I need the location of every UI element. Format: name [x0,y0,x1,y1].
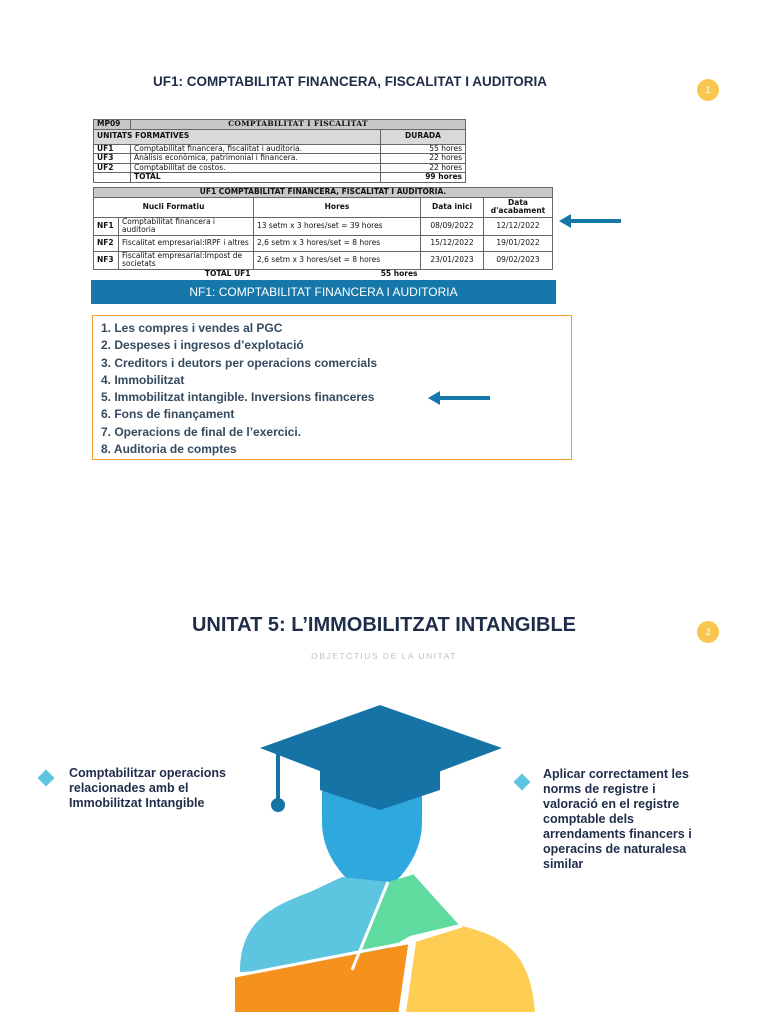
list-item: 6. Fons de finançament [101,407,235,422]
nf-end: 12/12/2022 [484,217,553,235]
page-number-badge: 1 [697,79,719,101]
table-row [94,217,553,235]
arrow-left-icon [569,219,621,223]
slide-1-title: UF1: COMPTABILITAT FINANCERA, FISCALITAT I AUDITORIA [153,74,547,89]
objective-left: Comptabilitzar operacions relacionades amb el Immobilitzat Intangible [69,766,226,810]
table-row [94,251,553,269]
nf-start: 08/09/2022 [421,217,484,235]
nf-name: Fiscalitat empresarial:IRPF i altres [119,235,254,251]
slide-2-subtitle: OBJETCTIUS DE LA UNITAT [311,651,457,661]
list-item: 2. Despeses i ingresos d’explotació [101,338,304,353]
col-inici: Data inici [421,197,484,217]
nf1-banner: NF1: COMPTABILITAT FINANCERA I AUDITORIA [91,280,556,304]
col-hores: Hores [254,197,421,217]
page-number-badge: 2 [697,621,719,643]
topic-list [93,316,571,458]
nuclis-title: UF1 COMPTABILITAT FINANCERA, FISCALITAT I AUDITORIA. [94,188,553,198]
unit-code: UF2 [94,163,131,173]
nuclis-table [93,187,553,278]
nf-end: 09/02/2023 [484,251,553,269]
nf-start: 15/12/2022 [421,235,484,251]
list-item: 1. Les compres i vendes al PGC [101,321,283,335]
list-item: 4. Immobilitzat [101,372,185,387]
graduation-cap-icon [260,705,502,812]
slide-2-title: UNITAT 5: L’IMMOBILITZAT INTANGIBLE [191,614,577,636]
nf-name: Comptabilitat financera i auditoria [119,217,254,235]
module-title: COMPTABILITAT I FISCALITAT [131,120,466,130]
units-header: UNITATS FORMATIVES [94,129,381,144]
nf-name: Fiscalitat empresarial:Impost de societats [119,251,254,269]
unit-hours: 22 hores [381,163,466,173]
unit-name: Anàlisis econòmica, patrimonial i financera. [131,154,381,164]
nf-end: 19/01/2022 [484,235,553,251]
nf-hours: 13 setm x 3 hores/set = 39 hores [254,217,421,235]
unit-name: Comptabilitat financera, fiscalitat i auditoria. [131,144,381,154]
list-item: 7. Operacions de final de l’exercici. [101,424,302,439]
student-silhouette-icon [230,702,540,1012]
slide-2 [0,512,768,1024]
unit-code: UF3 [94,154,131,164]
total-label: TOTAL [131,173,381,183]
total-hours: 99 hores [381,173,466,183]
arrow-left-icon [438,396,490,400]
nf-hours: 2,6 setm x 3 hores/set = 8 hores [254,251,421,269]
list-item: 8. Auditoria de comptes [101,442,237,457]
list-item: 5. Immobilitzat intangible. Inversions financeres [101,390,375,405]
nf-code: NF1 [94,217,119,235]
topics-box [92,315,572,460]
unit-name: Comptabilitat de costos. [131,163,381,173]
total-uf1-hours: 55 hores [380,268,418,278]
nf-code: NF2 [94,235,119,251]
table-total-row [94,269,553,278]
table-row [94,154,466,164]
list-item: 3. Creditors i deutors per operacions comercials [101,355,378,370]
module-code: MP09 [94,120,131,130]
unit-hours: 22 hores [381,154,466,164]
table-row [94,235,553,251]
unit-code: UF1 [94,144,131,154]
nf-hours: 2,6 setm x 3 hores/set = 8 hores [254,235,421,251]
unit-hours: 55 hores [381,144,466,154]
modules-table [93,119,466,183]
table-total-row [94,173,466,183]
col-fi: Data d'acabament [484,197,553,217]
nf-start: 23/01/2023 [421,251,484,269]
duration-header: DURADA [381,129,466,144]
col-nucli: Nucli Formatiu [94,197,254,217]
objective-right: Aplicar correctament les norms de registre i valoració en el registre comptable dels arrendaments financers i operacins de naturalesa similar [543,767,692,871]
nf-code: NF3 [94,251,119,269]
diamond-bullet-icon [38,770,55,787]
total-uf1-label: TOTAL UF1 [204,268,251,278]
